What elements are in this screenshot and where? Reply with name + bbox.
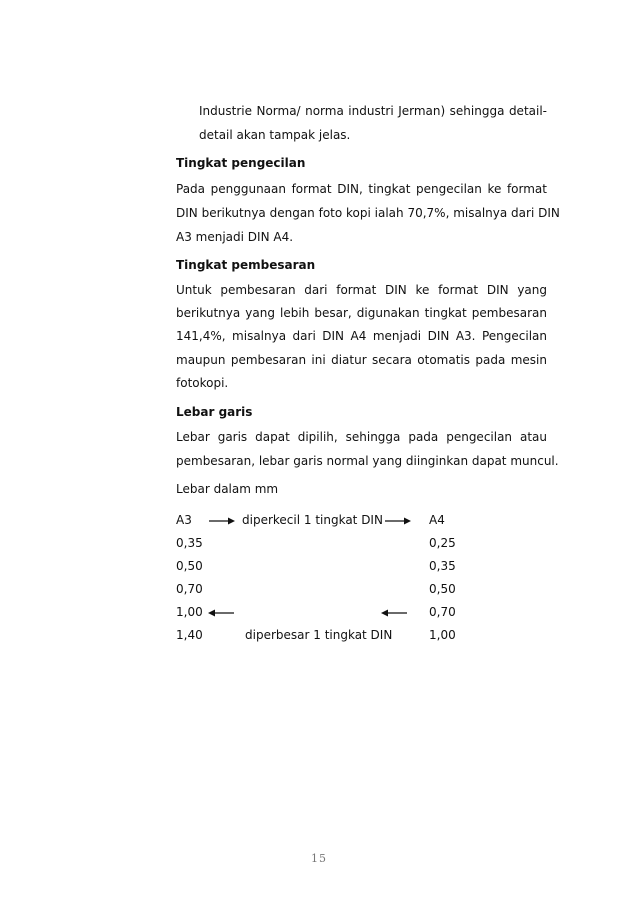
page-number: 15 (311, 852, 327, 865)
a3-value: 0,70 (176, 582, 203, 596)
a4-value: 1,00 (429, 628, 456, 642)
paragraph-line: detail akan tampak jelas. (199, 128, 351, 142)
section-heading: Tingkat pembesaran (176, 258, 316, 272)
a4-value: 0,35 (429, 559, 456, 573)
column-header-a3: A3 (176, 513, 192, 527)
a4-value: 0,25 (429, 536, 456, 550)
paragraph-line: 141,4%, misalnya dari DIN A4 menjadi DIN A3. Pengecilan (176, 329, 547, 343)
paragraph-line: berikutnya yang lebih besar, digunakan tingkat pembesaran (176, 306, 547, 320)
paragraph-line: Industrie Norma/ norma industri Jerman) sehingga detail- (199, 104, 547, 118)
paragraph-line: DIN berikutnya dengan foto kopi ialah 70,7%, misalnya dari DIN (176, 206, 560, 220)
arrow-left-icon (381, 609, 407, 617)
arrow-left-icon (208, 609, 234, 617)
paragraph-line: maupun pembesaran ini diatur secara otomatis pada mesin (176, 353, 547, 367)
a4-value: 0,50 (429, 582, 456, 596)
paragraph-line: Untuk pembesaran dari format DIN ke format DIN yang (176, 283, 547, 297)
table-caption: Lebar dalam mm (176, 482, 279, 496)
enlarge-label: diperbesar 1 tingkat DIN (245, 628, 393, 642)
section-heading: Tingkat pengecilan (176, 156, 306, 170)
a3-value: 0,50 (176, 559, 203, 573)
arrow-right-icon (385, 517, 411, 525)
paragraph-line: fotokopi. (176, 376, 229, 390)
paragraph-line: Pada penggunaan format DIN, tingkat pengecilan ke format (176, 182, 547, 196)
paragraph-line: A3 menjadi DIN A4. (176, 230, 294, 244)
a3-value: 1,00 (176, 605, 203, 619)
arrow-right-icon (209, 517, 235, 525)
section-heading: Lebar garis (176, 405, 253, 419)
reduce-label: diperkecil 1 tingkat DIN (242, 513, 383, 527)
paragraph-line: pembesaran, lebar garis normal yang diinginkan dapat muncul. (176, 454, 559, 468)
column-header-a4: A4 (429, 513, 445, 527)
a4-value: 0,70 (429, 605, 456, 619)
paragraph-line: Lebar garis dapat dipilih, sehingga pada pengecilan atau (176, 430, 547, 444)
a3-value: 1,40 (176, 628, 203, 642)
a3-value: 0,35 (176, 536, 203, 550)
